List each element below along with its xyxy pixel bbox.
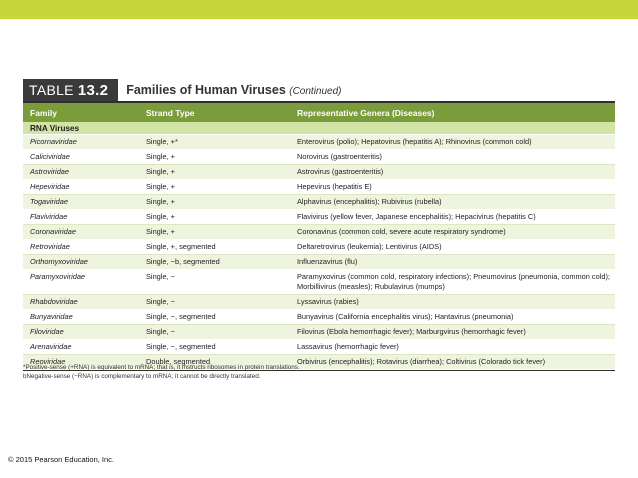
strand-type-cell: Single, −, segmented bbox=[146, 342, 216, 351]
family-cell: Filoviridae bbox=[30, 327, 64, 336]
table-body bbox=[23, 135, 615, 370]
strand-type-cell: Single, + bbox=[146, 197, 175, 206]
table-row bbox=[23, 325, 615, 340]
table-row bbox=[23, 180, 615, 195]
table-row bbox=[23, 210, 615, 225]
strand-type-cell: Single, +, segmented bbox=[146, 242, 216, 251]
table-row bbox=[23, 150, 615, 165]
strand-type-cell: Single, + bbox=[146, 227, 175, 236]
footnote-positive-sense: *Positive-sense (+RNA) is equivalent to mRNA; that is, it instructs ribosomes in protein translations. bbox=[23, 364, 300, 371]
family-cell: Coronaviridae bbox=[30, 227, 77, 236]
table-row bbox=[23, 340, 615, 355]
genera-cell: Coronavirus (common cold, severe acute respiratory syndrome) bbox=[297, 227, 506, 236]
table-row bbox=[23, 195, 615, 210]
family-cell: Astroviridae bbox=[30, 167, 70, 176]
table-title-row bbox=[23, 79, 342, 101]
section-row-rna-viruses: RNA Viruses bbox=[23, 122, 615, 135]
table-number-label bbox=[23, 79, 118, 101]
strand-type-cell: Single, + bbox=[146, 152, 175, 161]
genera-cell: Lyssavirus (rabies) bbox=[297, 297, 359, 306]
footnotes bbox=[23, 363, 615, 381]
family-cell: Reoviridae bbox=[30, 357, 66, 366]
family-cell: Orthomyxoviridae bbox=[30, 257, 88, 266]
table-row bbox=[23, 135, 615, 150]
column-header-genera: Representative Genera (Diseases) bbox=[297, 107, 435, 118]
table-row bbox=[23, 240, 615, 255]
genera-cell: Paramyxovirus (common cold, respiratory infections); Pneumovirus (pneumonia, common cold); Morbillivirus (measles); Rubulavirus (mumps) bbox=[297, 272, 610, 291]
table-number: 13.2 bbox=[77, 81, 109, 99]
genera-cell: Flavivirus (yellow fever, Japanese encephalitis); Hepacivirus (hepatitis C) bbox=[297, 212, 536, 221]
strand-type-cell: Single, − bbox=[146, 327, 175, 336]
family-cell: Hepeviridae bbox=[30, 182, 70, 191]
copyright-notice: © 2015 Pearson Education, Inc. bbox=[8, 455, 115, 464]
family-cell: Caliciviridae bbox=[30, 152, 70, 161]
strand-type-cell: Single, − bbox=[146, 272, 175, 281]
genera-cell: Alphavirus (encephalitis); Rubivirus (rubella) bbox=[297, 197, 442, 206]
strand-type-cell: Single, − bbox=[146, 297, 175, 306]
genera-cell: Bunyavirus (California encephalitis virus); Hantavirus (pneumonia) bbox=[297, 312, 514, 321]
genera-cell: Influenzavirus (flu) bbox=[297, 257, 358, 266]
genera-cell: Deltaretrovirus (leukemia); Lentivirus (AIDS) bbox=[297, 242, 442, 251]
table-row bbox=[23, 225, 615, 240]
genera-cell: Enterovirus (polio); Hepatovirus (hepatitis A); Rhinovirus (common cold) bbox=[297, 137, 532, 146]
genera-cell: Norovirus (gastroenteritis) bbox=[297, 152, 383, 161]
strand-type-cell: Single, + bbox=[146, 182, 175, 191]
table-title-text: Families of Human Viruses bbox=[126, 83, 286, 97]
family-cell: Flaviviridae bbox=[30, 212, 68, 221]
strand-type-cell: Single, + bbox=[146, 212, 175, 221]
strand-type-cell: Single, −, segmented bbox=[146, 312, 216, 321]
column-header-strand-type: Strand Type bbox=[146, 107, 195, 118]
family-cell: Bunyaviridae bbox=[30, 312, 73, 321]
table-label-word: TABLE bbox=[29, 82, 74, 98]
table-title bbox=[126, 83, 341, 97]
table-row bbox=[23, 310, 615, 325]
table-row bbox=[23, 295, 615, 310]
table-row bbox=[23, 165, 615, 180]
family-cell: Arenaviridae bbox=[30, 342, 72, 351]
top-accent-bar bbox=[0, 0, 638, 19]
genera-cell: Filovirus (Ebola hemorrhagic fever); Marburgvirus (hemorrhagic fever) bbox=[297, 327, 526, 336]
family-cell: Rhabdoviridae bbox=[30, 297, 78, 306]
genera-cell: Lassavirus (hemorrhagic fever) bbox=[297, 342, 399, 351]
strand-type-cell: Single, +* bbox=[146, 137, 178, 146]
family-cell: Picornaviridae bbox=[30, 137, 77, 146]
table-row bbox=[23, 270, 615, 295]
genera-cell: Hepevirus (hepatitis E) bbox=[297, 182, 372, 191]
family-cell: Retroviridae bbox=[30, 242, 70, 251]
column-header-family: Family bbox=[30, 107, 57, 118]
virus-families-table bbox=[23, 103, 615, 371]
family-cell: Togaviridae bbox=[30, 197, 68, 206]
table-header-row bbox=[23, 103, 615, 122]
table-row bbox=[23, 255, 615, 270]
strand-type-cell: Single, −b, segmented bbox=[146, 257, 220, 266]
strand-type-cell: Single, + bbox=[146, 167, 175, 176]
genera-cell: Astrovirus (gastroenteritis) bbox=[297, 167, 384, 176]
family-cell: Paramyxoviridae bbox=[30, 272, 86, 281]
genera-cell: Orbivirus (encephalitis); Rotavirus (diarrhea); Coltivirus (Colorado tick fever) bbox=[297, 357, 546, 366]
footnote-negative-sense: bNegative-sense (−RNA) is complementary to mRNA; it cannot be directly translated. bbox=[23, 373, 261, 380]
strand-type-cell: Double, segmented bbox=[146, 357, 211, 366]
table-title-continued: (Continued) bbox=[289, 86, 342, 97]
